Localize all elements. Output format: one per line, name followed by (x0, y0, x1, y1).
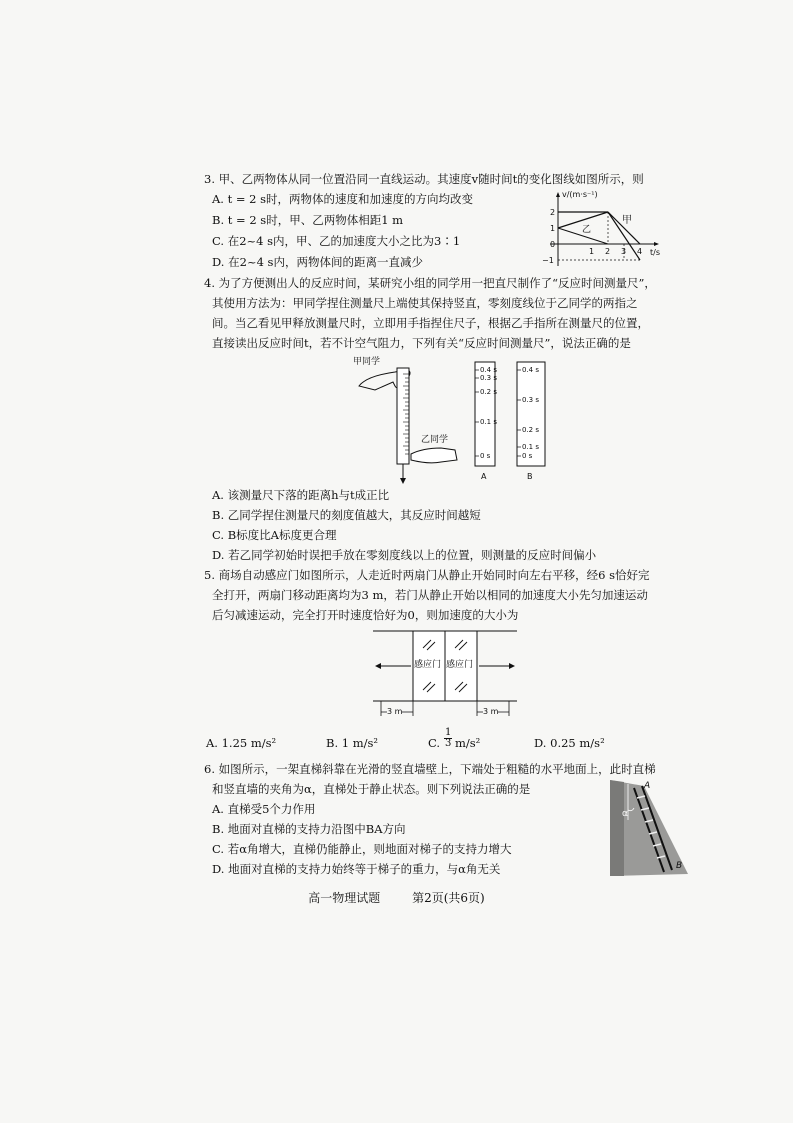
q4-option-b: B. 乙同学捏住测量尺的刻度值越大，其反应时间越短 (212, 508, 481, 522)
q6-stem-line-1: 6. 如图所示，一架直梯斜靠在光滑的竖直墙壁上，下端处于粗糙的水平地面上，此时直梯 (204, 762, 656, 776)
q4-person-b: 乙同学 (421, 435, 449, 445)
q5-stem-line-1: 5. 商场自动感应门如图所示，人走近时两扇门从静止开始同时向左右平移，经6 s恰好完 (204, 568, 650, 582)
q3-graph-label-yi: 乙 (582, 225, 592, 235)
q4-ruler-b-label: B (527, 472, 533, 481)
q4-option-d: D. 若乙同学初始时误把手放在零刻度线以上的位置，则测量的反应时间偏小 (212, 548, 597, 562)
q6-option-c: C. 若α角增大，直梯仍能静止，则地面对梯子的支持力增大 (212, 842, 512, 856)
q4-stem-line-3: 间。当乙看见甲释放测量尺时，立即用手指捏住尺子，根据乙手指所在测量尺的位置， (212, 316, 649, 330)
q4-ruler-b-tick: 0 s (522, 452, 533, 460)
q3-graph-ytick: 1 (550, 224, 556, 233)
q4-ruler-b-tick: 0.4 s (522, 366, 540, 374)
q6-label-a: A (644, 781, 651, 791)
q4-ruler-a-tick: 0 s (480, 452, 491, 460)
q3-graph-xtick: 1 (589, 247, 595, 256)
q4-ruler-b-tick: 0.3 s (522, 396, 540, 404)
q6-label-alpha: α (622, 809, 628, 819)
q6-stem-line-2: 和竖直墙的夹角为α，直梯处于静止状态。则下列说法正确的是 (212, 782, 531, 796)
q5-stem-line-3: 后匀减速运动，完全打开时速度恰好为0，则加速度的大小为 (212, 608, 519, 622)
q3-vt-graph (528, 190, 668, 272)
q4-stem-line-4: 直接读出反应时间t，若不计空气阻力，下列有关“反应时间测量尺”，说法正确的是 (212, 336, 631, 350)
q3-stem: 3. 甲、乙两物体从同一位置沿同一直线运动。其速度v随时间t的变化图线如图所示，则 (204, 172, 644, 186)
q4-ruler-b-tick: 0.2 s (522, 426, 540, 434)
q4-ruler-b-tick: 0.1 s (522, 443, 540, 451)
q3-graph-ytick: 2 (550, 208, 556, 217)
q6-option-a: A. 直梯受5个力作用 (212, 802, 316, 816)
q3-graph-ytick: −1 (542, 256, 554, 265)
q5-door-left-label: 感应门 (414, 660, 442, 670)
q6-option-b: B. 地面对直梯的支持力沿图中BA方向 (212, 822, 406, 836)
q4-ruler-a-tick: 0.2 s (480, 388, 498, 396)
q4-person-a: 甲同学 (353, 357, 381, 367)
q5-option-c-fraction (444, 728, 452, 749)
q3-graph-ylabel: v/(m·s⁻¹) (562, 190, 598, 199)
q5-door-right-label: 感应门 (446, 660, 474, 670)
q5-dist-right: 3 m (483, 707, 499, 716)
q5-option-d: D. 0.25 m/s² (534, 736, 605, 750)
q6-option-d: D. 地面对直梯的支持力始终等于梯子的重力，与α角无关 (212, 862, 501, 876)
q5-door-figure (365, 628, 525, 720)
q5-option-c-numerator: 1 (445, 727, 452, 738)
q3-option-c: C. 在2~4 s内，甲、乙的加速度大小之比为3∶1 (212, 234, 461, 248)
q3-graph-xtick: 3 (621, 247, 627, 256)
q4-figure (345, 356, 555, 486)
q3-graph-ytick: 0 (550, 240, 556, 249)
q5-dist-left: 3 m (387, 707, 403, 716)
footer-page-number: 第2页(共6页) (412, 891, 485, 905)
q4-stem-line-2: 其使用方法为：甲同学捏住测量尺上端使其保持竖直，零刻度线位于乙同学的两指之 (212, 296, 638, 310)
q4-ruler-a-tick: 0.3 s (480, 374, 498, 382)
q4-ruler-a-tick: 0.4 s (480, 366, 498, 374)
q3-option-d: D. 在2~4 s内，两物体间的距离一直减少 (212, 255, 423, 269)
q3-option-a: A. t = 2 s时，两物体的速度和加速度的方向均改变 (212, 192, 474, 206)
q6-ladder-figure (604, 780, 692, 878)
q3-graph-xlabel: t/s (650, 248, 660, 257)
q5-stem-line-2: 全打开，两扇门移动距离均为3 m，若门从静止开始以相同的加速度大小先匀加速运动 (212, 588, 648, 602)
q3-graph-xtick: 2 (605, 247, 611, 256)
q5-option-a: A. 1.25 m/s² (206, 736, 277, 750)
q5-option-c-unit: m/s² (455, 736, 481, 750)
q5-option-b: B. 1 m/s² (326, 736, 379, 750)
q4-stem-line-1: 4. 为了方便测出人的反应时间，某研究小组的同学用一把直尺制作了“反应时间测量尺”， (204, 276, 656, 290)
q6-label-b: B (676, 861, 683, 871)
q5-option-c-denominator: 3 (445, 738, 452, 749)
q5-option-c-prefix: C. (428, 736, 441, 750)
footer-subject: 高一物理试题 (308, 891, 381, 905)
page-footer (0, 889, 793, 906)
q4-option-a: A. 该测量尺下落的距离h与t成正比 (212, 488, 390, 502)
q3-option-b: B. t = 2 s时，甲、乙两物体相距1 m (212, 213, 404, 227)
q3-graph-xtick: 4 (637, 247, 643, 256)
q4-ruler-a-tick: 0.1 s (480, 418, 498, 426)
q3-graph-label-jia: 甲 (622, 215, 632, 226)
q4-ruler-a-label: A (481, 472, 487, 481)
q4-option-c: C. B标度比A标度更合理 (212, 528, 337, 542)
